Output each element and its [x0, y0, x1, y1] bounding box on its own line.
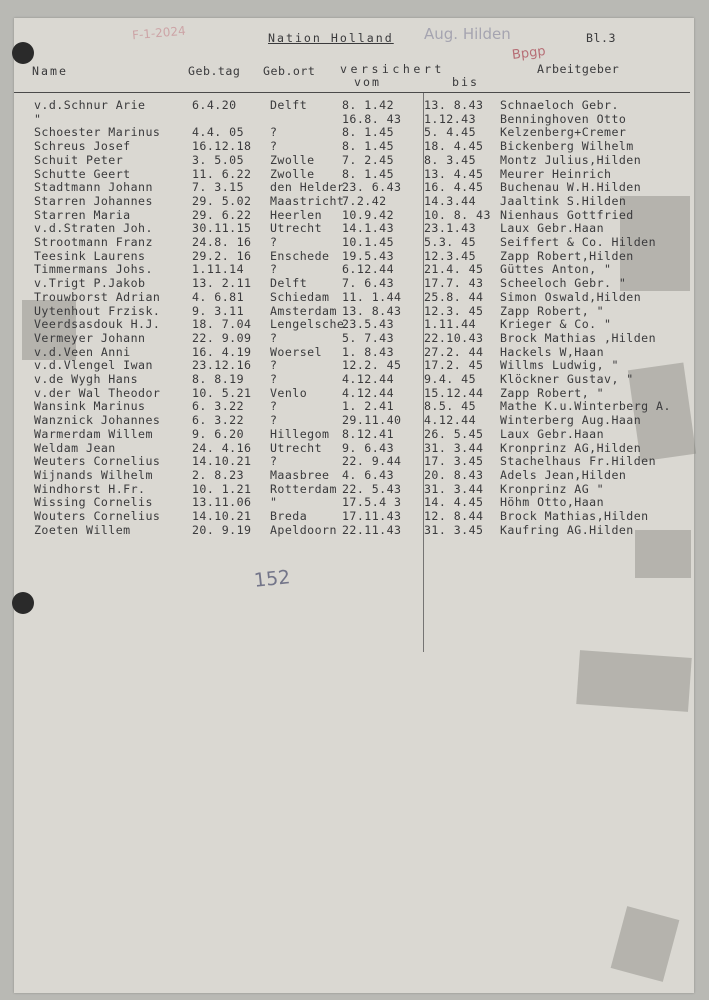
cell-birth-date: 8. 8.19 — [192, 372, 245, 386]
cell-to: 26. 5.45 — [424, 426, 484, 441]
cell-name: Wouters Cornelius — [34, 509, 161, 523]
cell-to: 8. 3.45 — [424, 152, 477, 167]
document-title: Nation Holland — [268, 31, 394, 45]
cell-to: 21.4. 45 — [424, 262, 484, 277]
cell-birth-date: 4. 6.81 — [192, 289, 245, 304]
cell-name: Schutte Geert — [34, 166, 131, 181]
cell-birth-date: 18. 7.04 — [192, 317, 252, 332]
cell-birth-date: 10. 1.21 — [192, 481, 252, 496]
cell-name: Schoester Marinus — [34, 125, 161, 140]
cell-to: 4.12.44 — [424, 413, 477, 428]
cell-to: 31. 3.45 — [424, 522, 484, 537]
cell-from: 6.12.44 — [342, 262, 395, 277]
cell-birth-date: 20. 9.19 — [192, 522, 252, 537]
header-to: bis — [452, 75, 479, 89]
cell-birth-place: Lengelsche — [270, 317, 345, 332]
cell-to: 25.8. 44 — [424, 289, 484, 304]
cell-birth-date: 13. 2.11 — [192, 276, 252, 291]
cell-name: Weuters Cornelius — [34, 454, 161, 469]
cell-birth-date: 24. 4.16 — [192, 440, 252, 455]
cell-employer: Mathe K.u.Winterberg A. — [500, 399, 671, 414]
cell-birth-place: Hillegom — [270, 426, 330, 441]
cell-from: 4. 6.43 — [342, 467, 395, 482]
cell-employer: Stachelhaus Fr.Hilden — [500, 454, 657, 469]
cell-birth-date: 9. 6.20 — [192, 426, 245, 441]
cell-from: 7. 2.45 — [342, 152, 395, 167]
cell-birth-date: 10. 5.21 — [192, 385, 252, 400]
cell-to: 13. 4.45 — [424, 166, 484, 181]
cell-employer: Zapp Robert, " — [500, 385, 605, 400]
cell-from: 22.11.43 — [342, 522, 402, 537]
header-birth-date: Geb.tag — [188, 64, 241, 78]
cell-name: v.d.Veen Anni — [34, 344, 131, 359]
cell-birth-place: Schiedam — [270, 289, 330, 304]
cell-name: Wanznick Johannes — [34, 413, 161, 428]
cell-employer: Kelzenberg+Cremer — [500, 125, 627, 140]
cell-birth-date: 6. 3.22 — [192, 413, 245, 428]
cell-employer: Güttes Anton, " — [500, 262, 612, 277]
cell-to: 31. 3.44 — [424, 481, 484, 496]
cell-employer: Jaaltink S.Hilden — [500, 193, 627, 208]
header-birth-place: Geb.ort — [263, 64, 316, 78]
cell-birth-date: 24.8. 16 — [192, 235, 252, 249]
header-rule — [14, 92, 690, 93]
cell-birth-place: ? — [270, 399, 278, 414]
cell-employer: Höhm Otto,Haan — [500, 495, 605, 510]
cell-name: Schuit Peter — [34, 152, 124, 167]
cell-from: 12.2. 45 — [342, 358, 402, 373]
tape-strip — [611, 906, 680, 982]
cell-birth-date: 3. 5.05 — [192, 152, 245, 167]
cell-from: 11. 1.44 — [342, 289, 402, 304]
cell-to: 15.12.44 — [424, 385, 484, 400]
cell-employer: Kaufring AG.Hilden — [500, 522, 634, 537]
cell-to: 12. 8.44 — [424, 509, 484, 523]
cell-birth-place: ? — [270, 262, 278, 277]
cell-birth-place: ? — [270, 454, 278, 469]
cell-employer: Seiffert & Co. Hilden — [500, 235, 657, 249]
cell-to: 5. 4.45 — [424, 125, 477, 140]
cell-from: 8. 1.45 — [342, 166, 395, 181]
cell-from: 22. 9.44 — [342, 454, 402, 469]
cell-from: 7.2.42 — [342, 193, 387, 208]
cell-to: 14.3.44 — [424, 193, 477, 208]
cell-employer: Klöckner Gustav, " — [500, 372, 634, 386]
header-insured: versichert — [340, 62, 445, 76]
cell-name: " — [34, 111, 42, 126]
cell-birth-date: 30.11.15 — [192, 221, 252, 236]
cell-birth-date: 23.12.16 — [192, 358, 252, 373]
cell-from: 1. 8.43 — [342, 344, 395, 359]
cell-from: 5. 7.43 — [342, 330, 395, 345]
cell-name: v.d.Schnur Arie — [34, 98, 146, 112]
cell-to: 31. 3.44 — [424, 440, 484, 455]
cell-birth-place: ? — [270, 139, 278, 154]
cell-from: 22. 5.43 — [342, 481, 402, 496]
cell-birth-place: Maasbree — [270, 467, 330, 482]
cell-birth-place: Delft — [270, 276, 308, 291]
cell-employer: Zapp Robert, " — [500, 303, 605, 318]
cell-birth-date: 16.12.18 — [192, 139, 252, 154]
cell-name: Vermeyer Johann — [34, 330, 146, 345]
cell-name: v.d.Straten Joh. — [34, 221, 153, 236]
overtyped-text: Aug. Hilden — [424, 25, 511, 43]
cell-name: Wissing Cornelis — [34, 495, 153, 510]
cell-name: Strootmann Franz — [34, 235, 153, 249]
cell-to: 12.3.45 — [424, 248, 477, 263]
cell-name: Schreus Josef — [34, 139, 131, 154]
cell-employer: Laux Gebr.Haan — [500, 221, 605, 236]
cell-name: Uytenhout Frzisk. — [34, 303, 161, 318]
document-sheet — [14, 18, 694, 993]
cell-birth-place: Maastricht — [270, 193, 345, 208]
cell-employer: Krieger & Co. " — [500, 317, 612, 332]
archive-mark: F-1-2024 — [131, 23, 187, 43]
cell-to: 14. 4.45 — [424, 495, 484, 510]
cell-birth-date: 6.4.20 — [192, 98, 237, 112]
cell-to: 20. 8.43 — [424, 467, 484, 482]
cell-birth-place: ? — [270, 413, 278, 428]
cell-employer: Buchenau W.H.Hilden — [500, 180, 642, 195]
cell-from: 10.1.45 — [342, 235, 395, 249]
cell-from: 13. 8.43 — [342, 303, 402, 318]
cell-from: 8.12.41 — [342, 426, 395, 441]
cell-to: 27.2. 44 — [424, 344, 484, 359]
sheet-label: Bl.3 — [586, 31, 616, 45]
cell-birth-place: Heerlen — [270, 207, 323, 222]
cell-birth-date: 14.10.21 — [192, 509, 252, 523]
cell-from: 17.11.43 — [342, 509, 402, 523]
cell-birth-place: ? — [270, 372, 278, 386]
cell-name: Wijnands Wilhelm — [34, 467, 153, 482]
punch-hole-middle — [12, 592, 34, 614]
red-pencil-mark: Bpgp — [511, 44, 547, 63]
cell-employer: Laux Gebr.Haan — [500, 426, 605, 441]
cell-employer: Brock Mathias ,Hilden — [500, 330, 657, 345]
cell-birth-date: 6. 3.22 — [192, 399, 245, 414]
cell-to: 17. 3.45 — [424, 454, 484, 469]
cell-from: 23. 6.43 — [342, 180, 402, 195]
cell-employer: Adels Jean,Hilden — [500, 467, 627, 482]
cell-name: Zoeten Willem — [34, 522, 131, 537]
cell-to: 1.11.44 — [424, 317, 477, 332]
cell-employer: Benninghoven Otto — [500, 111, 627, 126]
cell-employer: Montz Julius,Hilden — [500, 152, 642, 167]
header-employer: Arbeitgeber — [537, 62, 620, 76]
cell-birth-date: 13.11.06 — [192, 495, 252, 510]
header-from: vom — [354, 75, 381, 89]
cell-employer: Willms Ludwig, " — [500, 358, 619, 373]
tape-strip — [635, 530, 691, 578]
cell-employer: Bickenberg Wilhelm — [500, 139, 634, 154]
cell-employer: Schnaeloch Gebr. — [500, 98, 619, 112]
cell-employer: Hackels W,Haan — [500, 344, 605, 359]
cell-to: 13. 8.43 — [424, 98, 484, 112]
cell-from: 19.5.43 — [342, 248, 395, 263]
cell-from: 23.5.43 — [342, 317, 395, 332]
cell-name: Starren Johannes — [34, 193, 153, 208]
cell-birth-date: 22. 9.09 — [192, 330, 252, 345]
cell-birth-date: 14.10.21 — [192, 454, 252, 469]
cell-birth-place: Rotterdam — [270, 481, 337, 496]
cell-name: Windhorst H.Fr. — [34, 481, 146, 496]
tape-strip — [576, 650, 691, 712]
cell-name: Teesink Laurens — [34, 248, 146, 263]
cell-birth-date: 29. 5.02 — [192, 193, 252, 208]
cell-birth-place: ? — [270, 358, 278, 373]
cell-birth-place: den Helder — [270, 180, 345, 195]
cell-employer: Simon Oswald,Hilden — [500, 289, 642, 304]
cell-birth-place: ? — [270, 235, 278, 249]
pencil-page-number: 152 — [252, 566, 292, 592]
cell-birth-place: Zwolle — [270, 166, 315, 181]
cell-from: 17.5.4 3 — [342, 495, 402, 510]
cell-employer: Scheeloch Gebr. " — [500, 276, 627, 291]
cell-birth-date: 29.2. 16 — [192, 248, 252, 263]
cell-birth-place: ? — [270, 330, 278, 345]
cell-from: 1. 2.41 — [342, 399, 395, 414]
cell-from: 10.9.42 — [342, 207, 395, 222]
cell-birth-date: 7. 3.15 — [192, 180, 245, 195]
cell-birth-place: Utrecht — [270, 440, 323, 455]
cell-birth-place: ? — [270, 125, 278, 140]
cell-name: Wansink Marinus — [34, 399, 146, 414]
cell-birth-date: 9. 3.11 — [192, 303, 245, 318]
cell-to: 5.3. 45 — [424, 235, 477, 249]
cell-birth-place: Zwolle — [270, 152, 315, 167]
cell-birth-date: 11. 6.22 — [192, 166, 252, 181]
cell-name: v.d.Vlengel Iwan — [34, 358, 153, 373]
cell-employer: Kronprinz AG,Hilden — [500, 440, 642, 455]
cell-to: 16. 4.45 — [424, 180, 484, 195]
cell-from: 9. 6.43 — [342, 440, 395, 455]
cell-birth-place: Breda — [270, 509, 308, 523]
cell-birth-date: 29. 6.22 — [192, 207, 252, 222]
cell-employer: Kronprinz AG " — [500, 481, 605, 496]
cell-to: 8.5. 45 — [424, 399, 477, 414]
cell-from: 4.12.44 — [342, 372, 395, 386]
cell-birth-place: Apeldoorn — [270, 522, 337, 537]
cell-to: 9.4. 45 — [424, 372, 477, 386]
cell-from: 14.1.43 — [342, 221, 395, 236]
cell-birth-date: 16. 4.19 — [192, 344, 252, 359]
cell-from: 29.11.40 — [342, 413, 402, 428]
cell-employer: Winterberg Aug.Haan — [500, 413, 642, 428]
cell-birth-place: Delft — [270, 98, 308, 112]
cell-to: 22.10.43 — [424, 330, 484, 345]
cell-employer: Zapp Robert,Hilden — [500, 248, 634, 263]
cell-name: Veerdsasdouk H.J. — [34, 317, 161, 332]
cell-birth-date: 4.4. 05 — [192, 125, 245, 140]
header-name: Name — [32, 64, 68, 78]
cell-from: 16.8. 43 — [342, 111, 402, 126]
cell-birth-place: Utrecht — [270, 221, 323, 236]
cell-birth-place: Woersel — [270, 344, 323, 359]
cell-birth-place: Enschede — [270, 248, 330, 263]
cell-birth-date: 2. 8.23 — [192, 467, 245, 482]
cell-employer: Meurer Heinrich — [500, 166, 612, 181]
cell-birth-place: Amsterdam — [270, 303, 337, 318]
cell-to: 12.3. 45 — [424, 303, 484, 318]
cell-name: v.Trigt P.Jakob — [34, 276, 146, 291]
cell-from: 4.12.44 — [342, 385, 395, 400]
cell-to: 1.12.43 — [424, 111, 477, 126]
cell-to: 17.7. 43 — [424, 276, 484, 291]
cell-name: Starren Maria — [34, 207, 131, 222]
cell-birth-place: Venlo — [270, 385, 308, 400]
cell-from: 8. 1.45 — [342, 125, 395, 140]
punch-hole-top — [12, 42, 34, 64]
cell-to: 18. 4.45 — [424, 139, 484, 154]
cell-from: 8. 1.42 — [342, 98, 395, 112]
cell-birth-place: " — [270, 495, 278, 510]
cell-employer: Nienhaus Gottfried — [500, 207, 634, 222]
cell-to: 23.1.43 — [424, 221, 477, 236]
cell-name: Warmerdam Willem — [34, 426, 153, 441]
cell-name: v.der Wal Theodor — [34, 385, 161, 400]
cell-name: v.de Wygh Hans — [34, 372, 139, 386]
cell-to: 17.2. 45 — [424, 358, 484, 373]
cell-employer: Brock Mathias,Hilden — [500, 509, 649, 523]
cell-to: 10. 8. 43 — [424, 207, 491, 222]
cell-name: Weldam Jean — [34, 440, 116, 455]
cell-from: 8. 1.45 — [342, 139, 395, 154]
cell-name: Trouwborst Adrian — [34, 289, 161, 304]
cell-birth-date: 1.11.14 — [192, 262, 245, 277]
cell-name: Stadtmann Johann — [34, 180, 153, 195]
cell-name: Timmermans Johs. — [34, 262, 153, 277]
cell-from: 7. 6.43 — [342, 276, 395, 291]
